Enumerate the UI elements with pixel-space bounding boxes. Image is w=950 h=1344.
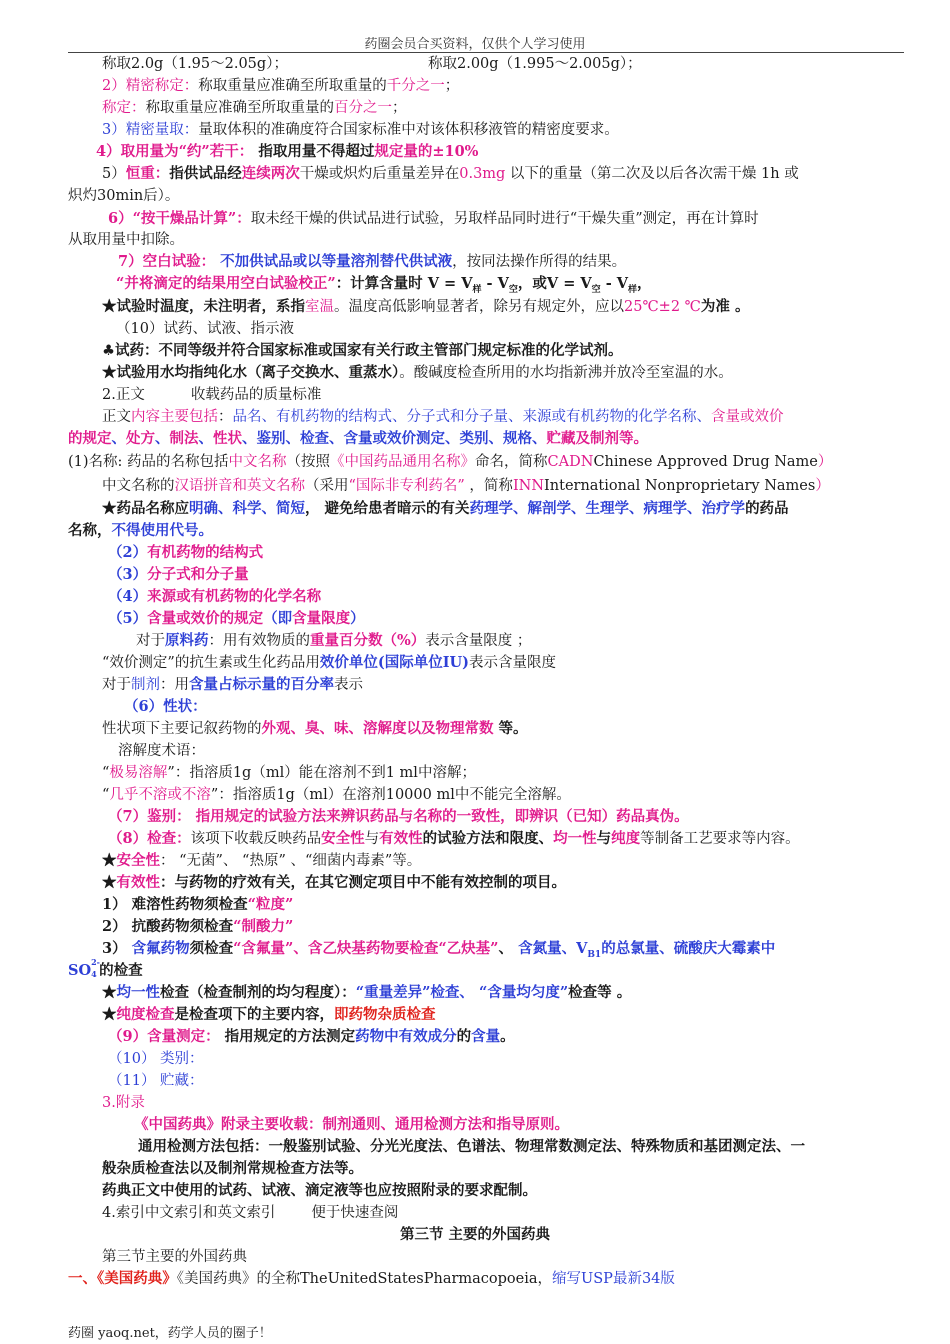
raw-material [136, 631, 531, 651]
star: ★ [102, 984, 117, 1001]
item-description [124, 697, 207, 717]
index-section [102, 1203, 398, 1223]
text: ，按同法操作所得的结果。 [452, 254, 627, 270]
text: 《美国药典》的全称TheUnitedStatesPharmacopoeia， [176, 1271, 553, 1287]
precise-measuring [102, 120, 619, 140]
label: 含量或效价的规定 [147, 610, 264, 627]
weighing-examples [102, 54, 642, 74]
highlight: “重量差异”检查、 “含量均匀度” [355, 984, 569, 1001]
item: 贮藏及制剂等。 [546, 430, 648, 447]
text: 称取重量应准确至所取重量的 [198, 78, 387, 94]
weighing-definition [102, 98, 407, 118]
abbrev: CADN [547, 454, 594, 470]
term: 称定： [102, 100, 146, 116]
weighing-example-1: 称取2.0g（1.95～2.05g）； [102, 56, 288, 72]
reagents-heading: （10）试药、试液、指示液 [116, 321, 294, 337]
test-water [102, 363, 733, 383]
text: 表示含量限度 ； [425, 633, 532, 649]
appendix-heading: 3.附录 [102, 1095, 145, 1111]
text: 表示 [334, 677, 363, 693]
purity [102, 1005, 436, 1025]
text: ，简称 [464, 478, 513, 494]
text: 是检查项下的主要内容， [174, 1006, 334, 1023]
text: 的 [456, 1028, 472, 1045]
text: 与 [596, 830, 612, 847]
subscript: 4 [91, 969, 97, 979]
highlight: 的总氯量、硫酸庆大霉素中 [601, 940, 776, 957]
highlight: “国际非专利药名” [348, 478, 465, 494]
highlight: 汉语拼音和英文名称 [174, 478, 305, 494]
text: 对于 [136, 633, 165, 649]
abbrev: INN [512, 478, 545, 494]
formula: ，或V = V [517, 275, 592, 292]
highlight: 含量 [471, 1028, 501, 1045]
item-formula [108, 565, 249, 585]
item-storage: （11） 贮藏： [108, 1073, 204, 1089]
section-title: 第三节 主要的外国药典 [399, 1226, 551, 1243]
subscript: 样 [472, 284, 482, 295]
highlight: 内容主要包括 [131, 409, 218, 425]
text: 命名，简称 [475, 454, 548, 470]
ion-script [91, 957, 100, 979]
item: 处方 [126, 430, 155, 447]
item: 的规定 [68, 430, 112, 447]
potency [102, 653, 556, 673]
highlight: “制酸力” [233, 918, 294, 935]
highlight: “含氟量”、含乙炔基药物要检查“乙炔基” [233, 940, 499, 957]
subscript: 空 [508, 284, 518, 295]
text: (1)名称: 药品的名称包括 [68, 454, 229, 470]
text: 指供试品经 [169, 165, 242, 182]
number: （2） [108, 544, 148, 561]
monograph-contents [102, 407, 784, 427]
text: 2） 抗酸药物须检查 [102, 918, 234, 935]
formula: - V [600, 275, 629, 292]
highlight: 含量占标示量的百分率 [189, 676, 334, 693]
number: （6） [124, 698, 164, 715]
text: ） [815, 478, 830, 494]
text: 检查等 。 [568, 984, 632, 1001]
term: 检查： [147, 830, 191, 847]
highlight: 不加供试品或以等量溶剂替代供试液 [215, 253, 453, 270]
term: 恒重： [125, 165, 170, 182]
sep: 、 [111, 430, 126, 447]
term: 纯度检查 [116, 1006, 175, 1023]
text: “ [102, 765, 110, 781]
english: Chinese Approved Drug Name [593, 454, 818, 470]
text: ： [192, 698, 207, 715]
formula: ：计算含量时 V = V [335, 275, 473, 292]
identification [108, 807, 689, 827]
dry-basis-cont: 从取用量中扣除。 [68, 232, 184, 248]
heading: 一、《美国药典》 [68, 1270, 177, 1287]
monograph-heading [102, 385, 321, 405]
text: ） [350, 610, 365, 627]
text: 干燥或炽灼后重量差异在 [299, 166, 460, 182]
text: ； [392, 100, 407, 116]
highlight: 均一性 [553, 830, 597, 847]
item: 性状 [213, 430, 242, 447]
highlight: 有效性 [379, 830, 423, 847]
highlight: 含氟药物 [131, 940, 190, 957]
text: ”：指溶质1g（ml）在溶剂10000 ml中不能完全溶解。 [210, 787, 571, 803]
usp-line [68, 1269, 675, 1289]
text: 指用规定的试验方法来辨识药品与名称的一致性，即辨识（已知）药品真伪。 [190, 808, 689, 825]
page-header: 药圈会员合买资料，仅供个人学习使用 [364, 37, 586, 52]
text: ； [444, 78, 460, 94]
special-tests-cont [68, 957, 143, 981]
preparations [102, 675, 363, 695]
term: 几乎不溶或不溶 [109, 787, 211, 803]
term: 有效性 [116, 874, 160, 891]
uniformity [102, 983, 631, 1003]
label: 性状 [163, 698, 193, 715]
text: ：用有效物质的 [208, 633, 310, 649]
text: 。酸碱度检查所用的水均指新沸并放冷至室温的水。 [399, 365, 733, 381]
number: （9） [108, 1028, 148, 1045]
text: 的药品 [745, 500, 789, 517]
highlight: 缩写USP最新34版 [552, 1271, 675, 1287]
text: 便于快速查阅 [311, 1205, 399, 1221]
text: 表示含量限度 [468, 655, 556, 671]
text: ） [817, 454, 833, 470]
highlight: 室温 [305, 299, 334, 315]
english: International Nonproprietary Names [544, 478, 816, 494]
subscript: 样 [628, 284, 638, 295]
text: 的试验方法和限度、 [422, 830, 554, 847]
highlight: 安全性 [321, 830, 365, 847]
text: （即 [263, 610, 293, 627]
blank-test [118, 252, 626, 272]
star: ★ [102, 1006, 117, 1023]
sep: 、 [155, 430, 170, 447]
text: 与 [364, 831, 380, 847]
text: 中文名称的 [102, 478, 175, 494]
highlight: 明确、科学、简短 [189, 500, 305, 517]
number: （8） [108, 830, 148, 847]
highlight: 连续两次 [241, 165, 300, 182]
text: “ [102, 787, 110, 803]
naming-rule-cont [68, 521, 213, 541]
text: ： [218, 409, 233, 425]
term: 2）精密称定： [102, 78, 199, 94]
highlight: 不得使用代号。 [111, 522, 213, 539]
reagents-definition: ♣试药：不同等级并符合国家标准或国家有关行政主管部门规定标准的化学试剂。 [102, 342, 623, 359]
text: 3） [102, 940, 132, 957]
constant-weight-cont: 炽灼30min后）。 [68, 188, 180, 204]
star: ★ [102, 852, 117, 869]
highlight: 规定量的±10% [374, 143, 479, 160]
highlight: 外观、臭、味、溶解度以及物理常数 [261, 720, 494, 737]
highlight: “粒度” [247, 896, 294, 913]
text: ”：指溶质1g（ml）能在溶剂不到1 ml中溶解； [167, 765, 476, 781]
highlight: 重量百分数（%） [310, 632, 426, 649]
number: （4） [108, 588, 148, 605]
subscript: 空 [591, 284, 601, 295]
solubility-terms: 溶解度术语： [118, 743, 205, 759]
text: “效价测定”的抗生素或生化药品用 [102, 655, 320, 671]
special-tests [102, 939, 775, 965]
text: 等制备工艺要求等内容。 [640, 831, 800, 847]
formula: - V [481, 275, 509, 292]
highlight: 《中国药品通用名称》 [330, 454, 476, 470]
assay [108, 1027, 515, 1047]
naming-rule [102, 499, 789, 519]
text: ★试验用水均指 [102, 364, 204, 381]
text: 4.索引中文索引和英文索引 [102, 1205, 276, 1221]
text: 指用规定的方法测定 [219, 1028, 356, 1045]
highlight: 百分之一 [334, 100, 392, 116]
appendix-contents: 《中国药典》附录主要收载：制剂通则、通用检测方法和指导原则。 [134, 1116, 569, 1133]
tests [108, 829, 800, 849]
text: 称取重量应准确至所取重量的 [145, 100, 334, 116]
efficacy [102, 873, 566, 893]
text: 为准 。 [700, 298, 750, 315]
text: ：与药物的疗效有关，在其它测定项目中不能有效控制的项目。 [160, 874, 566, 891]
term: 鉴别： [147, 808, 191, 825]
monograph-contents-cont [68, 429, 648, 449]
highlight: 纯化水（离子交换水、重蒸水） [203, 364, 400, 381]
constant-weight [102, 164, 799, 184]
text: 该项下收载反映药品 [190, 831, 322, 847]
formula: ， [637, 275, 652, 292]
item-content [108, 609, 365, 629]
general-methods-cont: 般杂质检查法以及制剂常规检查方法等。 [102, 1160, 363, 1177]
term: 安全性 [116, 852, 160, 869]
text: ： “无菌”、 “热原” 、“细菌内毒素”等。 [160, 853, 422, 869]
highlight: SO [68, 962, 92, 979]
highlight: 25℃±2 ℃ [624, 299, 701, 315]
general-methods: 通用检测方法包括：一般鉴别试验、分光光度法、色谱法、物理常数测定法、特殊物质和基团测定法、一 [138, 1138, 805, 1155]
acid-neutralizing [102, 917, 293, 937]
text: 正文 [102, 409, 131, 425]
term: 6）“按干燥品计算”： [108, 210, 251, 227]
page-footer: 药圈 yaoq.net，药学人员的圈子！ [68, 1326, 272, 1341]
label: 分子式和分子量 [147, 566, 249, 583]
term: 3）精密量取： [102, 122, 199, 138]
text: 取未经干燥的供试品进行试验，另取样品同时进行“干燥失重”测定，再在计算时 [250, 211, 759, 227]
highlight: 含氮量、V [518, 940, 588, 957]
highlight: 千分之一 [386, 78, 445, 94]
text: ★试验时温度，未注明者，系指 [102, 298, 305, 315]
section-number: 2.正文 [102, 387, 145, 403]
highlight: 药理学、解剖学、生理学、病理学、治疗学 [469, 500, 746, 517]
text: ：用 [160, 677, 189, 693]
text: 性状项下主要记叙药物的 [102, 721, 262, 737]
superscript: 2- [91, 957, 100, 967]
text: （采用 [305, 478, 349, 494]
highlight: 效价单位(国际单位IU) [319, 654, 469, 671]
item-structure [108, 543, 263, 563]
label: 有机药物的结构式 [147, 544, 264, 561]
insoluble [102, 785, 571, 805]
term: 均一性 [116, 984, 160, 1001]
label: 来源或有机药物的化学名称 [147, 588, 322, 605]
text: 。 [500, 1028, 515, 1045]
dry-basis [108, 209, 759, 229]
drug-name [68, 452, 832, 472]
sep: 、 [198, 430, 213, 447]
text: 等。 [493, 720, 528, 737]
text: 。温度高低影响显著者，除另有规定外，应以 [334, 299, 624, 315]
highlight: 0.3mg [459, 166, 506, 182]
label: 含量限度 [292, 610, 351, 627]
approx-amount [96, 142, 478, 162]
item: 制法 [169, 430, 199, 447]
number: 5） [102, 166, 126, 182]
drug-name-pinyin [102, 476, 830, 496]
precise-weighing [102, 76, 459, 96]
description-text [102, 719, 528, 739]
subscript: B1 [587, 949, 602, 960]
section-subtitle: 第三节主要的外国药典 [102, 1249, 247, 1265]
text: 量取体积的准确度符合国家标准中对该体积移液管的精密度要求。 [198, 122, 619, 138]
term: 含量测定： [147, 1028, 220, 1045]
weighing-example-2: 称取2.00g（1.995～2.005g）； [428, 56, 642, 72]
highlight: 原料药 [165, 632, 209, 649]
highlight: 药物中有效成分 [355, 1028, 457, 1045]
highlight: 制剂 [131, 677, 160, 693]
star: ★ [102, 874, 117, 891]
text: 的检查 [99, 962, 143, 979]
very-soluble [102, 763, 476, 783]
particle-size [102, 895, 293, 915]
item-chemical-name [108, 587, 321, 607]
item-category: （10） 类别： [108, 1051, 204, 1067]
text: 指取用量不得超过 [253, 143, 375, 160]
highlight: 纯度 [611, 830, 641, 847]
items: 、鉴别、检查、含量或效价测定、类别、规格、 [242, 430, 547, 447]
text: 检查（检查制剂的均匀程度）： [160, 984, 356, 1001]
text: （按照 [286, 454, 331, 470]
highlight: 品名、有机药物的结构式、分子式和分子量、来源或有机药物的化学名称、 [232, 409, 711, 425]
number: （7） [108, 808, 148, 825]
safety [102, 851, 421, 871]
section-title: 收载药品的质量标准 [190, 387, 322, 403]
text: 对于 [102, 677, 131, 693]
test-temperature [102, 297, 749, 317]
highlight: 含量或效价 [711, 409, 784, 425]
highlight: 中文名称 [228, 454, 287, 470]
text: 、 [498, 940, 519, 957]
highlight: 即药物杂质检查 [334, 1006, 436, 1023]
text: 1） 难溶性药物须检查 [102, 896, 248, 913]
term: “并将滴定的结果用空白试验校正” [116, 275, 336, 292]
text: 名称， [68, 522, 112, 539]
term: 4）取用量为“约”若干： [96, 143, 254, 160]
text: 须检查 [189, 940, 234, 957]
number: （5） [108, 610, 148, 627]
text: 以下的重量（第二次及以后各次需干燥 1h 或 [505, 166, 799, 182]
header-rule [68, 52, 904, 53]
text: ， 避免给患者暗示的有关 [305, 500, 470, 517]
number: （3） [108, 566, 148, 583]
text: ★药品名称应 [102, 500, 189, 517]
appendix-note: 药典正文中使用的试药、试液、滴定液等也应按照附录的要求配制。 [102, 1182, 537, 1199]
blank-correction [116, 274, 652, 300]
term: 7）空白试验： [118, 253, 216, 270]
term: 极易溶解 [109, 765, 168, 781]
